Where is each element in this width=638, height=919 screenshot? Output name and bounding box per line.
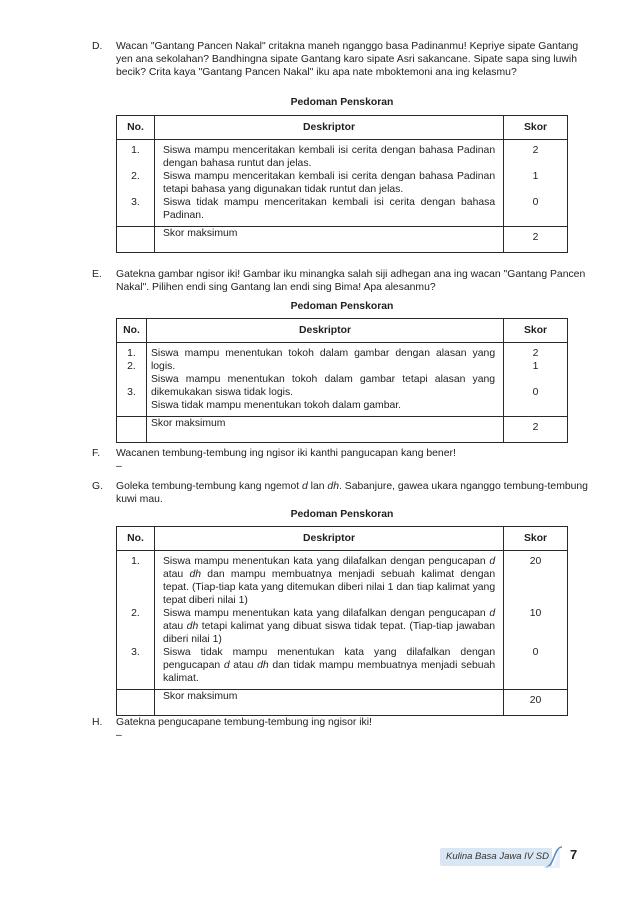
text-run: tetapi kalimat yang dibuat siswa tidak tepat. (Tiap-tiap jawaban diberi nilai 1) [162,621,496,645]
page-footer [440,846,590,868]
column-header-descriptor: Deskriptor [154,527,503,551]
descriptor-text: Siswa mampu menentukan tokoh dalam gambar tetapi alasan yang dikemukakan siswa tidak logis. [150,374,496,398]
text-run: Siswa mampu menentukan kata yang dilafalkan dengan pengucapan [162,608,490,619]
row-numbers [117,551,155,690]
empty-cell [117,227,155,253]
italic-term: dh [186,621,199,632]
text-run: atau [162,569,190,580]
question-line: kuwi mau. [116,494,163,505]
scoring-table-g [116,526,568,716]
section-letter: F. [92,448,101,459]
table-header-row [117,116,568,140]
answer-dash: – [116,730,122,741]
max-score-value: 20 [504,690,568,716]
question-text [116,40,592,79]
score-value: 1 [532,171,539,182]
text-run: Siswa mampu menentukan kata yang dilafalkan dengan pengucapan [162,556,490,567]
table-row [117,140,568,227]
column-header-no: No. [117,116,155,140]
italic-term: d [489,608,496,619]
descriptor-text: Siswa mampu menceritakan kembali isi cerita dengan bahasa Padinan dengan bahasa runtut dan jelas. [162,145,496,169]
column-header-score: Skor [504,527,568,551]
question-line: becik? Crita kaya "Gantang Pancen Nakal" iku apa nate mboktemoni ana ing kelasmu? [116,67,517,78]
row-number: 1. [131,145,140,156]
table-header-row [117,527,568,551]
section-h [92,716,592,742]
italic-term: dh [257,660,269,671]
score-value: 2 [532,348,539,359]
score-value: 2 [532,145,539,156]
question-line [116,480,592,493]
descriptor-text [163,555,495,607]
row-descriptors [154,551,503,690]
score-value: 0 [532,387,539,398]
scoring-guide-title: Pedoman Penskoran [290,97,394,108]
text-run: dan mampu membuatnya menjadi sebuah kalimat dengan tepat. (Tiap-tiap kata yang ditemukan diberi nilai 1 dan tiap kalimat yang tepat diberi nilai 1) [162,569,496,606]
row-descriptors [146,343,503,417]
section-letter: D. [92,41,103,52]
section-f [92,447,592,473]
row-number: 1. [127,348,136,359]
question-line: Nakal". Pilihen endi sing Gantang lan endi sing Bima! Apa alesanmu? [116,282,436,293]
descriptor-text [163,607,495,646]
question-text [116,480,592,506]
row-scores [504,140,568,227]
column-header-descriptor: Deskriptor [154,116,503,140]
row-number: 3. [131,197,140,208]
score-value: 0 [532,647,539,658]
row-number: 1. [131,556,140,567]
row-number: 2. [127,361,136,372]
italic-term: d [302,481,308,492]
max-score-value: 2 [504,417,568,443]
question-text: Wacanen tembung-tembung ing ngisor iki kanthi pangucapan kang bener! [116,448,456,459]
section-letter: E. [92,269,102,280]
max-score-row [117,690,568,716]
question-text [116,268,592,294]
max-score-row [117,227,568,253]
text-run: Siswa tidak mampu menentukan kata yang dilafalkan dengan pengucapan [162,647,496,671]
row-scores [504,551,568,690]
row-descriptors [154,140,503,227]
text-run: lan [307,481,328,492]
section-g [92,480,592,506]
question-line: Gatekna gambar ngisor iki! Gambar iku minangka salah siji adhegan ana ing wacan "Gantang Pancen [116,269,586,280]
scoring-guide-title: Pedoman Penskoran [290,509,394,520]
column-header-score: Skor [504,116,568,140]
descriptor-text: Siswa mampu menceritakan kembali isi cerita dengan bahasa Padinan tetapi bahasa yang digunakan tidak runtut dan jelas. [162,171,496,195]
section-letter: H. [92,717,103,728]
max-score-label: Skor maksimum [146,417,503,443]
question-line: Wacan "Gantang Pancen Nakal" critakna maneh nganggo basa Padinanmu! Kepriye sipate Gantang [116,41,579,52]
row-number: 3. [131,647,140,658]
column-header-descriptor: Deskriptor [146,319,503,343]
row-number: 2. [131,608,140,619]
text-run: atau [162,621,187,632]
max-score-label: Skor maksimum [154,227,503,253]
column-header-no: No. [117,319,147,343]
row-scores [504,343,568,417]
italic-term: d [223,660,230,671]
row-number: 2. [131,171,140,182]
section-letter: G. [92,481,103,492]
section-e [92,268,592,294]
text-run: Goleka tembung-tembung kang ngemot [116,481,302,492]
book-title: Kulina Basa Jawa IV SD [446,851,549,862]
question-line: yen ana sekolahan? Bandhingna sipate Gantang karo sipate Asri sakancane. Sipate sapa sing luwih [116,54,577,65]
max-score-row [117,417,568,443]
scoring-table-e [116,318,568,443]
score-value: 20 [529,556,542,567]
scoring-table-d [116,115,568,253]
score-value: 0 [532,197,539,208]
empty-cell [117,690,155,716]
column-header-score: Skor [504,319,568,343]
descriptor-text [163,646,495,685]
score-value: 1 [532,361,539,372]
table-row [117,551,568,690]
row-numbers [117,343,147,417]
table-row [117,343,568,417]
score-value: 10 [529,608,542,619]
max-score-label: Skor maksimum [154,690,503,716]
descriptor-text: Siswa mampu menentukan tokoh dalam gambar dengan alasan yang logis. [150,348,496,372]
descriptor-text: Siswa tidak mampu menentukan tokoh dalam gambar. [150,400,402,411]
descriptor-text: Siswa tidak mampu menceritakan kembali isi cerita dengan bahasa Padinan. [162,197,496,221]
italic-term: dh [327,481,339,492]
question-text: Gatekna pengucapane tembung-tembung ing ngisor iki! [116,717,372,728]
max-score-value: 2 [504,227,568,253]
scoring-guide-title: Pedoman Penskoran [290,301,394,312]
italic-term: dh [189,569,202,580]
text-run: . Sabanjure, gawea ukara nganggo tembung-tembung [338,481,588,492]
row-number: 3. [127,387,136,398]
column-header-no: No. [117,527,155,551]
empty-cell [117,417,147,443]
footer-curve-decoration [544,846,564,868]
section-d [92,40,592,79]
answer-dash: – [116,461,122,472]
page-number: 7 [570,847,578,862]
text-run: dan tidak mampu membuatnya menjadi sebuah kalimat. [162,660,496,684]
italic-term: d [489,556,496,567]
text-run: atau [229,660,258,671]
table-header-row [117,319,568,343]
row-numbers [117,140,155,227]
